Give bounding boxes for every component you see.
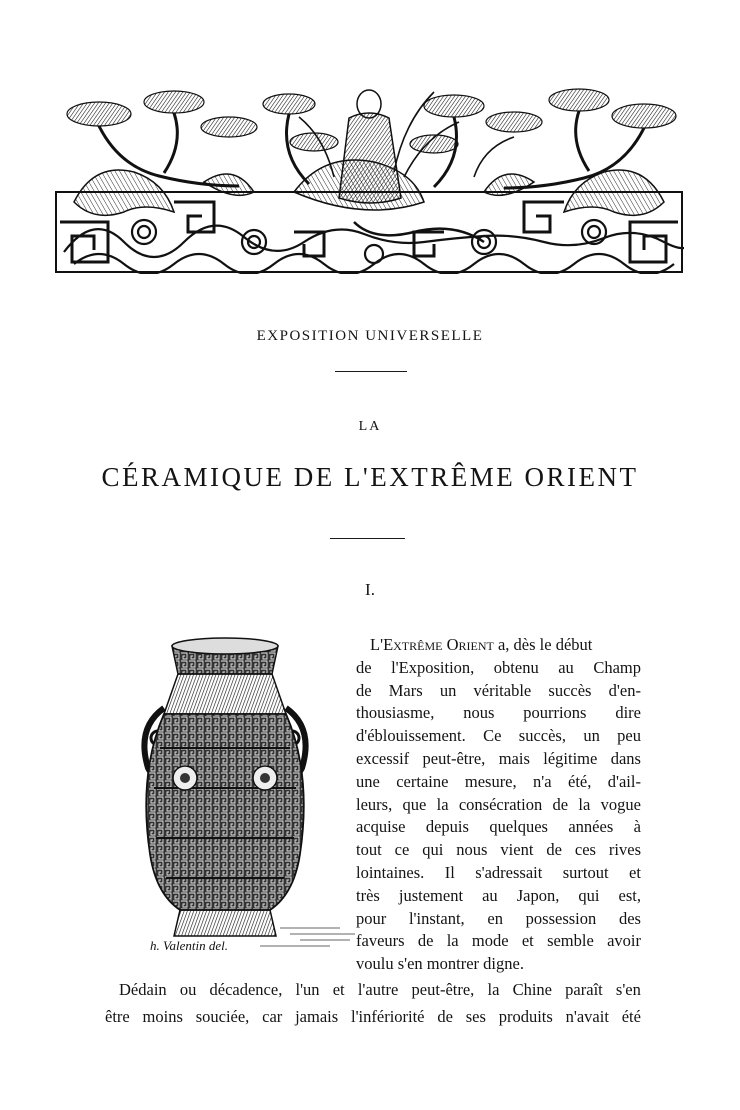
word: faveurs <box>356 931 405 951</box>
word: possession <box>525 908 597 928</box>
word: peut-être, <box>422 748 486 768</box>
word: de <box>437 1007 453 1026</box>
word: Ce <box>483 726 502 746</box>
word: nous <box>463 703 495 723</box>
word: tout <box>356 840 382 860</box>
word: l'infériorité <box>350 1007 425 1026</box>
word: l'autre <box>357 980 399 999</box>
word: et <box>629 862 641 882</box>
decorative-headpiece <box>54 82 684 274</box>
word: véritable <box>473 680 532 700</box>
word: l'instant, <box>408 908 465 928</box>
word: et <box>332 980 345 999</box>
word: depuis <box>425 817 469 837</box>
word: thousiasme, <box>356 703 435 723</box>
body-line-rest: a, dès le début <box>493 635 593 654</box>
word: produits <box>498 1007 553 1026</box>
word: souciée, <box>195 1007 250 1026</box>
word: des <box>618 908 641 928</box>
body-line <box>356 657 641 680</box>
body-line <box>105 976 641 1003</box>
word: rives <box>608 840 641 860</box>
word: d'ail- <box>607 771 641 791</box>
word: de <box>417 931 434 951</box>
body-line <box>356 634 641 657</box>
word: été, <box>568 771 592 791</box>
word: Il <box>444 862 455 882</box>
word: un <box>439 680 457 700</box>
word: ces <box>574 840 596 860</box>
body-column <box>356 634 641 976</box>
word: Japon, <box>516 885 560 905</box>
body-line <box>105 1003 641 1030</box>
word: car <box>262 1007 283 1026</box>
word: est, <box>618 885 641 905</box>
body-line <box>356 702 641 725</box>
extreme-smallcaps: Extrême <box>383 635 443 654</box>
word: ce <box>394 840 410 860</box>
title-divider <box>330 538 405 539</box>
body-line <box>356 908 641 931</box>
word: décadence, <box>209 980 283 999</box>
word: Champ <box>593 657 641 677</box>
word: au <box>558 657 574 677</box>
artist-signature: h. Valentin del. <box>150 938 228 953</box>
body-line <box>356 839 641 862</box>
word: vogue <box>600 794 641 814</box>
word: s'en <box>615 980 641 999</box>
word: Mars <box>388 680 423 700</box>
word: un <box>583 726 600 746</box>
word: Chine <box>512 980 552 999</box>
word: être <box>105 1007 130 1026</box>
headpiece-engraving <box>54 82 684 274</box>
word: de <box>356 680 372 700</box>
orient-smallcaps: Orient <box>446 635 494 654</box>
body-line <box>356 771 641 794</box>
word: une <box>356 771 380 791</box>
word: d'en- <box>608 680 641 700</box>
word: vient <box>500 840 534 860</box>
word: ou <box>179 980 197 999</box>
body-line <box>356 930 641 953</box>
word: en <box>487 908 503 928</box>
word: avoir <box>607 931 641 951</box>
word: de <box>546 840 562 860</box>
word: au <box>482 885 498 905</box>
body-line <box>356 725 641 748</box>
body-line <box>356 794 641 817</box>
word: semble <box>547 931 594 951</box>
word: surtout <box>562 862 609 882</box>
word: jamais <box>295 1007 339 1026</box>
word: l'un <box>295 980 320 999</box>
word: Dédain <box>119 980 167 999</box>
word: dans <box>610 748 641 768</box>
word: mais <box>498 748 530 768</box>
word: l'Exposition, <box>391 657 475 677</box>
article-title: CÉRAMIQUE DE L'EXTRÊME ORIENT <box>101 462 639 492</box>
word: pourrions <box>523 703 587 723</box>
body-line <box>356 748 641 771</box>
word: mesure, <box>464 771 517 791</box>
word: d'éblouissement. <box>356 726 466 746</box>
word: ses <box>465 1007 486 1026</box>
vase-illustration <box>140 628 370 973</box>
section-number: I. <box>365 580 375 599</box>
word: et <box>521 931 534 951</box>
word: excessif <box>356 748 410 768</box>
title-article: LA <box>358 419 382 434</box>
kicker-divider <box>335 371 407 372</box>
word: la <box>446 931 459 951</box>
section-kicker: EXPOSITION UNIVERSELLE <box>256 328 484 344</box>
word: nous <box>456 840 488 860</box>
word: quelques <box>489 817 548 837</box>
body-line: voulu s'en montrer digne. <box>356 954 524 974</box>
word: certaine <box>396 771 449 791</box>
vase-engraving <box>140 628 370 973</box>
word: qui <box>422 840 444 860</box>
word: peut-être, <box>411 980 475 999</box>
word: de <box>356 657 372 677</box>
word: à <box>633 817 641 837</box>
body-line-start: L' <box>370 635 384 654</box>
word: succès <box>548 680 592 700</box>
word: peu <box>617 726 641 746</box>
word: de <box>552 794 569 814</box>
word: qui <box>578 885 600 905</box>
word: succès, <box>518 726 566 746</box>
word: obtenu <box>493 657 539 677</box>
body-line <box>356 680 641 703</box>
word: moins <box>142 1007 183 1026</box>
word: légitime <box>543 748 598 768</box>
word: très <box>356 885 380 905</box>
body-line <box>356 862 641 885</box>
word: été <box>621 1007 641 1026</box>
word: justement <box>398 885 464 905</box>
word: dire <box>615 703 641 723</box>
word: la <box>436 794 449 814</box>
word: consécration <box>458 794 543 814</box>
body-full-width <box>105 976 641 1030</box>
word: acquise <box>356 817 406 837</box>
body-line <box>356 816 641 839</box>
word: la <box>487 980 500 999</box>
word: la <box>578 794 591 814</box>
body-line <box>356 885 641 908</box>
word: que <box>402 794 427 814</box>
word: années <box>568 817 614 837</box>
word: paraît <box>565 980 603 999</box>
word: lointaines. <box>356 862 425 882</box>
word: n'avait <box>565 1007 609 1026</box>
word: mode <box>471 931 509 951</box>
word: n'a <box>533 771 552 791</box>
word: pour <box>356 908 387 928</box>
word: leurs, <box>356 794 393 814</box>
word: s'adressait <box>475 862 543 882</box>
